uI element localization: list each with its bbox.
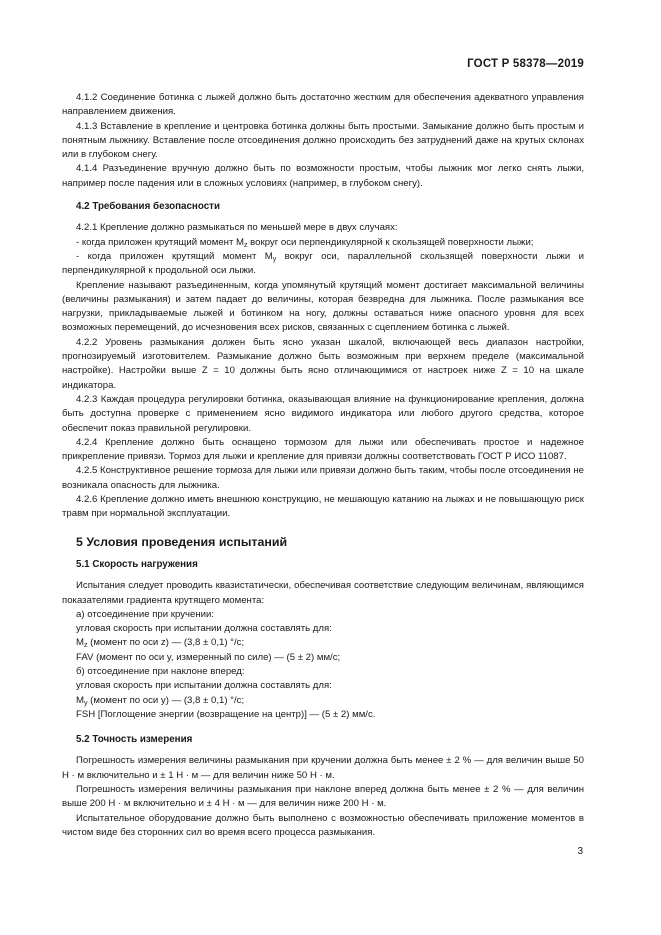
paragraph-4-2-4: 4.2.4 Крепление должно быть оснащено тормозом для лыжи или обеспечивать простое и надежное прикрепление привязи. Тормоз для лыжи и крепление для привязи должны соответствовать ГОСТ Р ИСО 11087. — [62, 436, 584, 463]
bullet-my-subscript: y — [272, 255, 277, 263]
bullet-mz — [62, 236, 584, 250]
paragraph-4-2-5: 4.2.5 Конструктивное решение тормоза для лыжи или привязи должно быть таким, чтобы после отсоединения не возникала опасность для лыжника. — [62, 465, 584, 491]
bullet-mz-text-end: вокруг оси перпендикулярной к скользящей поверхности лыжи; — [247, 236, 534, 248]
angular-speed-a: угловая скорость при испытании должна составлять для: — [76, 623, 332, 635]
section-heading-5-2: 5.2 Точность измерения — [76, 734, 193, 746]
page-number: 3 — [577, 846, 583, 857]
document-header: ГОСТ Р 58378—2019 — [467, 58, 584, 70]
mz-speed-line — [62, 636, 584, 650]
bullet-my — [62, 250, 584, 279]
mz-subscript: z — [84, 642, 88, 650]
paragraph-4-2-2: 4.2.2 Уровень размыкания должен быть ясно указан шкалой, включающей весь диапазон настройки, прогнозируемый изготовителем. Размыкание должно быть возможным при верхнем пределе (максимальной настройке). Настройки выше Z = 10 должны быть ясно отличающимися от настроек ниже Z = 10 на шкале индикатора. — [62, 336, 584, 391]
bullet-my-text-end: вокруг оси, параллельной скользящей поверхности лыжи и перпендикулярной к продольной оси лыжи. — [62, 250, 584, 277]
paragraph-4-1-3: 4.1.3 Вставление в крепление и центровка ботинка должны быть простыми. Замыкание должно быть простым и понятным лыжнику. Вставление после отсоединения должно происходить без затруднений даже на крутых склонах или в глубоком снегу. — [62, 120, 584, 161]
bullet-my-text: - когда приложен крутящий момент M — [76, 250, 273, 262]
my-speed-line — [62, 694, 584, 708]
paragraph-test-equipment: Испытательное оборудование должно быть выполнено с возможностью обеспечивать приложение моментов в чистом виде без сторонних сил во время всего процесса размыкания. — [62, 812, 584, 838]
my-subscript: y — [84, 699, 88, 707]
paragraph-4-2-3: 4.2.3 Каждая процедура регулировки ботинка, оказывающая влияние на функционирование крепления, должна быть доступна проверке с применением ясно видимого индикатора или любого другого средства, которое обеспечит показ правильной регулировки. — [62, 393, 584, 434]
my-symbol: M — [76, 694, 84, 706]
mz-speed-text: (момент по оси z) — (3,8 ± 0,1) °/с; — [87, 637, 245, 649]
section-heading-5: 5 Условия проведения испытаний — [76, 534, 288, 549]
document-body — [62, 91, 584, 840]
section-heading-5-1: 5.1 Скорость нагружения — [76, 558, 198, 570]
my-speed-text: (момент по оси y) — (3,8 ± 0,1) °/с; — [87, 694, 245, 706]
bullet-mz-text: - когда приложен крутящий момент M — [76, 236, 245, 248]
paragraph-accuracy-torsion: Погрешность измерения величины размыкания при кручении должна быть менее ± 2 % — для величин выше 50 Н · м включительно и ± 1 Н · м — для величин ниже 50 Н · м. — [62, 755, 584, 781]
bullet-mz-subscript: z — [244, 241, 248, 249]
paragraph-4-1-4: 4.1.4 Разъединение вручную должно быть по возможности простым, чтобы лыжник мог легко снять лыжи, например после падения или в сложных условиях (например, в глубоком снегу). — [62, 163, 584, 189]
angular-speed-b: угловая скорость при испытании должна составлять для: — [76, 680, 332, 692]
paragraph-4-1-2: 4.1.2 Соединение ботинка с лыжей должно быть достаточно жестким для обеспечения адекватного управления направлением движения. — [62, 92, 584, 118]
section-heading-4-2: 4.2 Требования безопасности — [76, 201, 220, 213]
mz-symbol: M — [76, 637, 84, 649]
paragraph-4-2-1: 4.2.1 Крепление должно размыкаться по меньшей мере в двух случаях: — [76, 222, 398, 234]
fsh-speed-line: FSH [Поглощение энергии (возвращение на центр)] — (5 ± 2) мм/с. — [76, 708, 376, 720]
paragraph-accuracy-forward: Погрешность измерения величины размыкания при наклоне вперед должна быть менее ± 2 % — для величин выше 200 Н · м включительно и ± 4 Н · м — для величин ниже 200 Н · м. — [62, 784, 584, 810]
paragraph-release-definition: Крепление называют разъединенным, когда упомянутый крутящий момент достигает максимальной величины (величины размыкания) и затем падает до величины, которая безвредна для лыжника. После размыкания все нагрузки, прикладываемые лыжей и ботинком на ногу, должны оставаться ниже опасного уровня для всех возможных перемещений, до исчезновения всех рисков, связанных с сцеплением ботинка с лыжей. — [62, 279, 584, 334]
fav-speed-line: FAV (момент по оси y, измеренный по силе) — (5 ± 2) мм/с; — [76, 651, 341, 663]
list-item-b: б) отсоединение при наклоне вперед: — [76, 665, 245, 677]
paragraph-4-2-6: 4.2.6 Крепление должно иметь внешнюю конструкцию, не мешающую катанию на лыжах и не повышающую риск травм при нормальной эксплуатации. — [62, 494, 584, 520]
paragraph-5-1: Испытания следует проводить квазистатически, обеспечивая соответствие следующим величинам, являющимся показателями градиента крутящего момента: — [62, 580, 584, 606]
list-item-a: а) отсоединение при кручении: — [76, 608, 215, 620]
